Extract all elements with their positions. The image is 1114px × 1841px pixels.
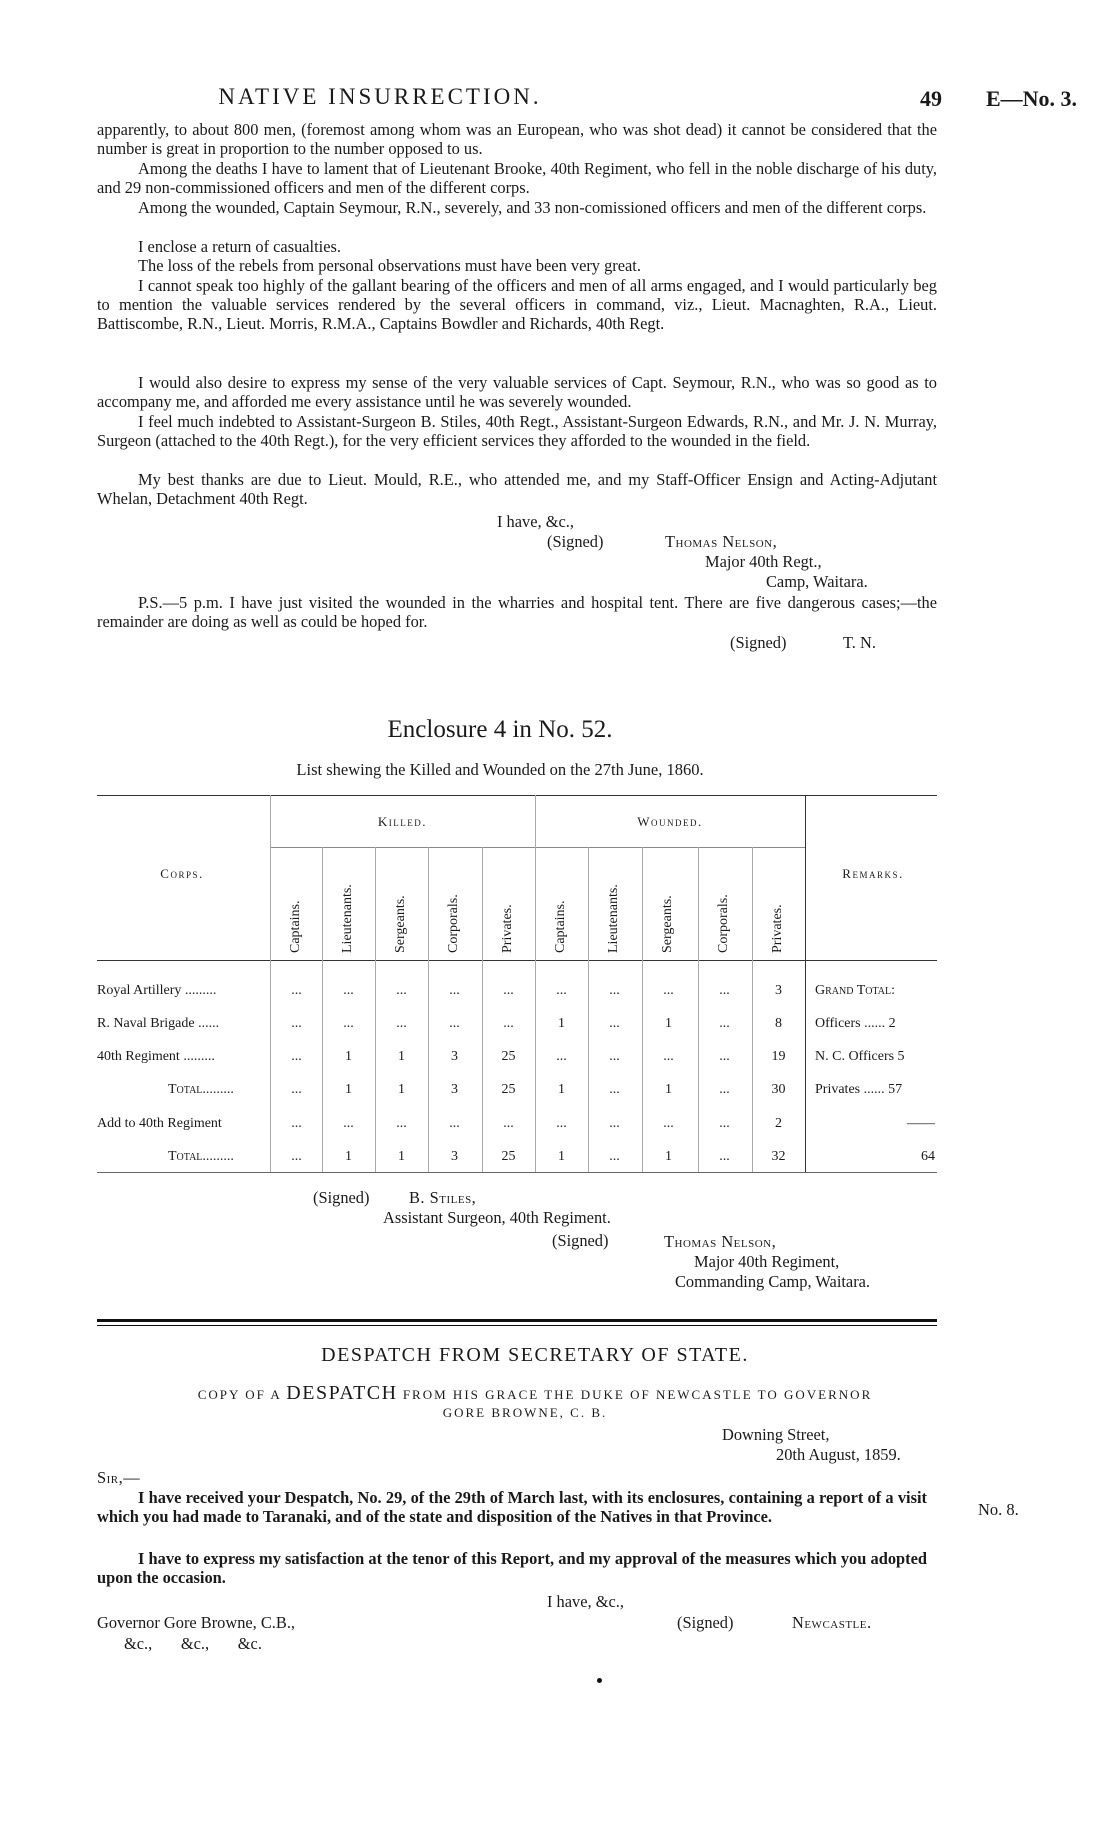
letter-signer-name: Thomas Nelson, xyxy=(665,532,778,551)
table-cell: 1 xyxy=(558,1149,565,1164)
rank-header: Privates. xyxy=(769,904,785,953)
table-cell: ... xyxy=(503,983,514,998)
letter-paragraph: I cannot speak too highly of the gallant bearing of the officers and men of all arms engaged, and I would particularly beg to mention the valuable services rendered by the several officers in command, viz., Lieut. Macnaghten, R.A., Lieut. Battiscombe, R.N., Lieut. Morris, R.M.A., Captains Bowdler and Richards, 40th Regt. xyxy=(97,276,937,334)
table-cell: ... xyxy=(609,1149,620,1164)
table-cell: ... xyxy=(396,1116,407,1131)
table-remark: 64 xyxy=(921,1149,935,1164)
table-cell: ... xyxy=(343,1116,354,1131)
table-cell: 25 xyxy=(501,1149,516,1164)
table-cell: ... xyxy=(556,1049,567,1064)
table-row-label: 40th Regiment ......... xyxy=(97,1049,215,1064)
table-cell: ... xyxy=(719,1116,730,1131)
rank-header: Corporals. xyxy=(445,894,461,953)
table-cell: 19 xyxy=(771,1049,786,1064)
table-top-rule xyxy=(97,795,937,796)
killed-header: Killed. xyxy=(377,814,428,829)
despatch-signer: Newcastle. xyxy=(792,1613,872,1632)
despatch-closing: I have, &c., xyxy=(547,1592,624,1611)
table-cell: ... xyxy=(291,1116,302,1131)
despatch-heading-pre: COPY OF A xyxy=(197,1387,282,1402)
table-cell: ... xyxy=(291,1149,302,1164)
table-cell: ... xyxy=(291,1082,302,1097)
stiles-name: B. Stiles, xyxy=(409,1188,477,1207)
table-remark: Grand Total: xyxy=(815,983,895,998)
table-cell: ... xyxy=(291,1049,302,1064)
table-cell: 3 xyxy=(451,1082,458,1097)
despatch-paragraph: I have received your Despatch, No. 29, of the 29th of March last, with its enclosures, containing a report of a visit which you had made to Taranaki, and of the state and disposition of the Natives in that Province. xyxy=(97,1488,927,1527)
stiles-title: Assistant Surgeon, 40th Regiment. xyxy=(383,1208,611,1227)
despatch-recipient: Governor Gore Browne, C.B., xyxy=(97,1613,296,1632)
nelson-place: Commanding Camp, Waitara. xyxy=(675,1272,871,1291)
table-cell: 1 xyxy=(665,1149,672,1164)
letter-paragraph: apparently, to about 800 men, (foremost among whom was an European, who was shot dead) it cannot be considered that the number is great in proportion to the number opposed to us. xyxy=(97,120,937,159)
table-cell: ... xyxy=(609,983,620,998)
despatch-paragraph: I have to express my satisfaction at the tenor of this Report, and my approval of the measures which you adopted upon the occasion. xyxy=(97,1549,927,1588)
table-cell: 1 xyxy=(558,1082,565,1097)
table-cell: 1 xyxy=(345,1049,352,1064)
despatch-recipient-etc: &c., &c., &c. xyxy=(124,1634,262,1653)
table-cell: ... xyxy=(449,1116,460,1131)
postscript-signed: (Signed) xyxy=(730,633,787,652)
section-rule-thick xyxy=(97,1319,937,1322)
table-cell: ... xyxy=(609,1016,620,1031)
table-row-label: R. Naval Brigade ...... xyxy=(97,1016,220,1031)
letter-signed: (Signed) xyxy=(547,532,604,551)
table-cell: ... xyxy=(663,1116,674,1131)
enclosure-subtitle: List shewing the Killed and Wounded on the 27th June, 1860. xyxy=(296,760,704,779)
letter-signer-rank: Major 40th Regt., xyxy=(705,552,822,571)
rank-header: Lieutenants. xyxy=(339,884,355,953)
table-cell: 25 xyxy=(501,1049,516,1064)
table-cell: ... xyxy=(556,983,567,998)
despatch-title: DESPATCH FROM SECRETARY OF STATE. xyxy=(321,1344,749,1366)
postscript-initials: T. N. xyxy=(843,633,876,652)
table-cell: ... xyxy=(719,1149,730,1164)
table-row-label: Total......... xyxy=(168,1082,234,1097)
rank-header: Corporals. xyxy=(715,894,731,953)
table-cell: ... xyxy=(449,983,460,998)
letter-paragraph: I feel much indebted to Assistant-Surgeon B. Stiles, 40th Regt., Assistant-Surgeon Edwards, R.N., and Mr. J. N. Murray, Surgeon (attached to the 40th Regt.), for the very efficient services they afforded to the wounded in the field. xyxy=(97,412,937,451)
despatch-heading-post: FROM HIS GRACE THE DUKE OF NEWCASTLE TO GOVERNOR xyxy=(402,1387,873,1402)
table-bottom-rule xyxy=(97,1172,937,1173)
table-cell: ... xyxy=(343,1016,354,1031)
nelson-rank: Major 40th Regiment, xyxy=(694,1252,840,1271)
letter-paragraph: I enclose a return of casualties. xyxy=(138,237,341,256)
table-remark: Privates ...... 57 xyxy=(815,1082,903,1097)
despatch-heading xyxy=(0,1382,1070,1405)
nelson-name: Thomas Nelson, xyxy=(664,1232,777,1251)
document-reference: E—No. 3. xyxy=(986,86,1078,111)
table-cell: 1 xyxy=(665,1016,672,1031)
table-cell: ... xyxy=(396,983,407,998)
table-remark: —— xyxy=(907,1116,935,1131)
enclosure-title: Enclosure 4 in No. 52. xyxy=(387,716,613,743)
margin-note: No. 8. xyxy=(978,1500,1019,1519)
rank-header: Captains. xyxy=(552,900,568,953)
rank-header: Sergeants. xyxy=(659,895,675,953)
table-cell: 3 xyxy=(451,1049,458,1064)
table-cell: ... xyxy=(609,1116,620,1131)
despatch-signed: (Signed) xyxy=(677,1613,734,1632)
table-row-label: Total......... xyxy=(168,1149,234,1164)
table-cell: ... xyxy=(291,983,302,998)
table-cell: ... xyxy=(719,1049,730,1064)
table-row-label: Royal Artillery ......... xyxy=(97,983,217,998)
rank-header: Sergeants. xyxy=(392,895,408,953)
corps-header: Corps. xyxy=(160,866,204,881)
table-cell: 1 xyxy=(558,1016,565,1031)
table-cell: 1 xyxy=(398,1082,405,1097)
table-cell: 25 xyxy=(501,1082,516,1097)
remarks-header: Remarks. xyxy=(842,866,904,881)
table-cell: 1 xyxy=(345,1149,352,1164)
letter-paragraph: The loss of the rebels from personal observations must have been very great. xyxy=(138,256,641,275)
table-cell: 1 xyxy=(398,1149,405,1164)
table-cell: 8 xyxy=(775,1016,782,1031)
table-cell: ... xyxy=(503,1116,514,1131)
table-cell: ... xyxy=(343,983,354,998)
rank-header: Lieutenants. xyxy=(605,884,621,953)
table-cell: 3 xyxy=(775,983,782,998)
table-cell: 1 xyxy=(665,1082,672,1097)
table-cell: 32 xyxy=(771,1149,786,1164)
wounded-header: Wounded. xyxy=(637,814,703,829)
page-end-mark xyxy=(597,1678,602,1683)
table-cell: ... xyxy=(663,1049,674,1064)
letter-signer-place: Camp, Waitara. xyxy=(766,572,868,591)
letter-paragraph: I would also desire to express my sense of the very valuable services of Capt. Seymour, R.N., who was so good as to accompany me, and afforded me every assistance until he was severely wounded. xyxy=(97,373,937,412)
table-cell: ... xyxy=(609,1082,620,1097)
table-cell: 3 xyxy=(451,1149,458,1164)
table-row-label: Add to 40th Regiment xyxy=(97,1116,222,1131)
table-cell: 2 xyxy=(775,1116,782,1131)
table-cell: 30 xyxy=(771,1082,786,1097)
table-remark: N. C. Officers 5 xyxy=(815,1049,905,1064)
letter-paragraph: My best thanks are due to Lieut. Mould, R.E., who attended me, and my Staff-Officer Ensign and Acting-Adjutant Whelan, Detachment 40th Regt. xyxy=(97,470,937,509)
table-cell: 1 xyxy=(398,1049,405,1064)
postscript: P.S.—5 p.m. I have just visited the wounded in the wharries and hospital tent. There are five dangerous cases;—the remainder are doing as well as could be hoped for. xyxy=(97,593,937,632)
section-rule-thin xyxy=(97,1325,937,1326)
table-cell: ... xyxy=(719,983,730,998)
despatch-address-line2: 20th August, 1859. xyxy=(776,1445,901,1464)
rank-header: Privates. xyxy=(499,904,515,953)
table-header-rule xyxy=(97,960,937,961)
letter-paragraph: Among the deaths I have to lament that of Lieutenant Brooke, 40th Regiment, who fell in the noble discharge of his duty, and 29 non-commissioned officers and men of the different corps. xyxy=(97,159,937,198)
table-column-separator xyxy=(805,795,806,1172)
despatch-address-line1: Downing Street, xyxy=(722,1425,830,1444)
letter-paragraph: Among the wounded, Captain Seymour, R.N., severely, and 33 non-comissioned officers and men of the different corps. xyxy=(138,198,927,217)
rank-header: Captains. xyxy=(287,900,303,953)
table-cell: ... xyxy=(719,1016,730,1031)
table-cell: ... xyxy=(449,1016,460,1031)
table-group-rule xyxy=(270,847,805,848)
despatch-heading-big: DESPATCH xyxy=(286,1382,398,1404)
table-cell: ... xyxy=(396,1016,407,1031)
table-cell: ... xyxy=(291,1016,302,1031)
table-cell: ... xyxy=(663,983,674,998)
table-cell: ... xyxy=(503,1016,514,1031)
table-cell: 1 xyxy=(345,1082,352,1097)
page-number: 49 xyxy=(920,86,942,111)
despatch-salutation: Sir,— xyxy=(97,1468,141,1487)
nelson-signed: (Signed) xyxy=(552,1231,609,1250)
running-title: NATIVE INSURRECTION. xyxy=(218,84,542,109)
despatch-heading-line2: GORE BROWNE, C. B. xyxy=(442,1405,608,1420)
table-cell: ... xyxy=(719,1082,730,1097)
stiles-signed: (Signed) xyxy=(313,1188,370,1207)
letter-closing: I have, &c., xyxy=(497,512,574,531)
table-remark: Officers ...... 2 xyxy=(815,1016,896,1031)
table-cell: ... xyxy=(609,1049,620,1064)
table-cell: ... xyxy=(556,1116,567,1131)
